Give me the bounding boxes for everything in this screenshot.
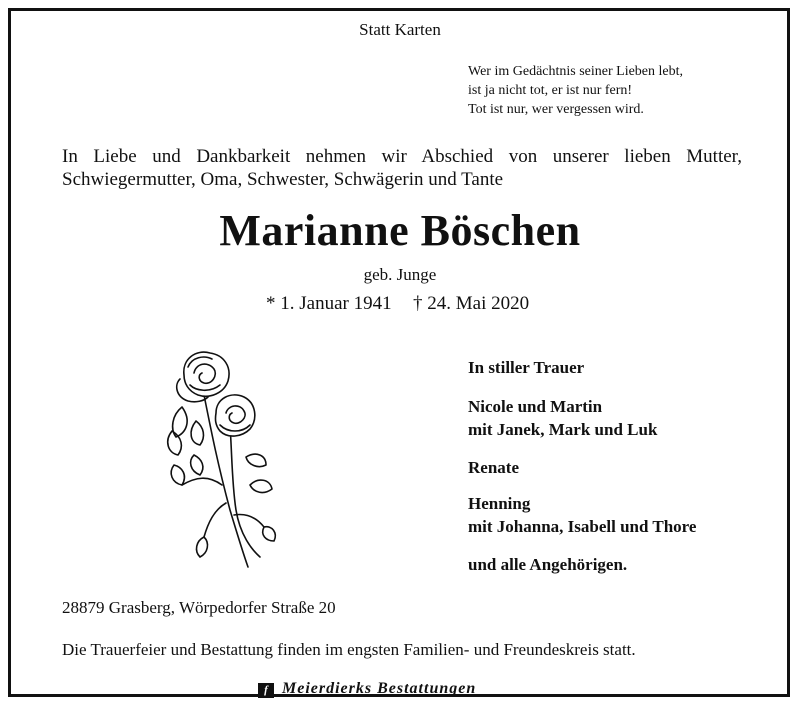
notice-border <box>8 8 790 697</box>
undertaker-name: Meierdierks Bestattungen <box>282 680 477 697</box>
intro-line-2: Schwiegermutter, Oma, Schwester, Schwägerin und Tante <box>62 169 504 190</box>
mourner-group-1-line-2: mit Janek, Mark und Luk <box>468 420 658 439</box>
quote-line-1: Wer im Gedächtnis seiner Lieben lebt, <box>468 64 684 79</box>
mourners-closing: und alle Angehörigen. <box>468 555 628 574</box>
quote-line-3: Tot ist nur, wer vergessen wird. <box>468 102 644 117</box>
deceased-name: Marianne Böschen <box>219 206 581 255</box>
mourner-group-3-line-1: Henning <box>468 494 531 513</box>
intro-line-1: In Liebe und Dankbarkeit nehmen wir Abschied von unserer lieben Mutter, <box>62 146 742 167</box>
mourner-group-1-line-1: Nicole und Martin <box>468 397 603 416</box>
statt-karten: Statt Karten <box>359 20 441 39</box>
address: 28879 Grasberg, Wörpedorfer Straße 20 <box>62 598 336 617</box>
mourning-heading: In stiller Trauer <box>468 358 585 377</box>
birth-date: * 1. Januar 1941 <box>266 293 392 314</box>
death-date: † 24. Mai 2020 <box>413 293 530 314</box>
ceremony-note: Die Trauerfeier und Bestattung finden im engsten Familien- und Freundeskreis statt. <box>62 640 636 659</box>
footer-rule-left <box>60 695 238 697</box>
mourner-group-3-line-2: mit Johanna, Isabell und Thore <box>468 517 697 536</box>
footer-rule-right <box>553 695 737 697</box>
quote-line-2: ist ja nicht tot, er ist nur fern! <box>468 83 633 98</box>
mourner-group-2: Renate <box>468 458 519 477</box>
birth-name: geb. Junge <box>363 265 437 284</box>
undertaker-logo-icon: f <box>258 683 274 698</box>
rose-icon <box>160 345 280 575</box>
